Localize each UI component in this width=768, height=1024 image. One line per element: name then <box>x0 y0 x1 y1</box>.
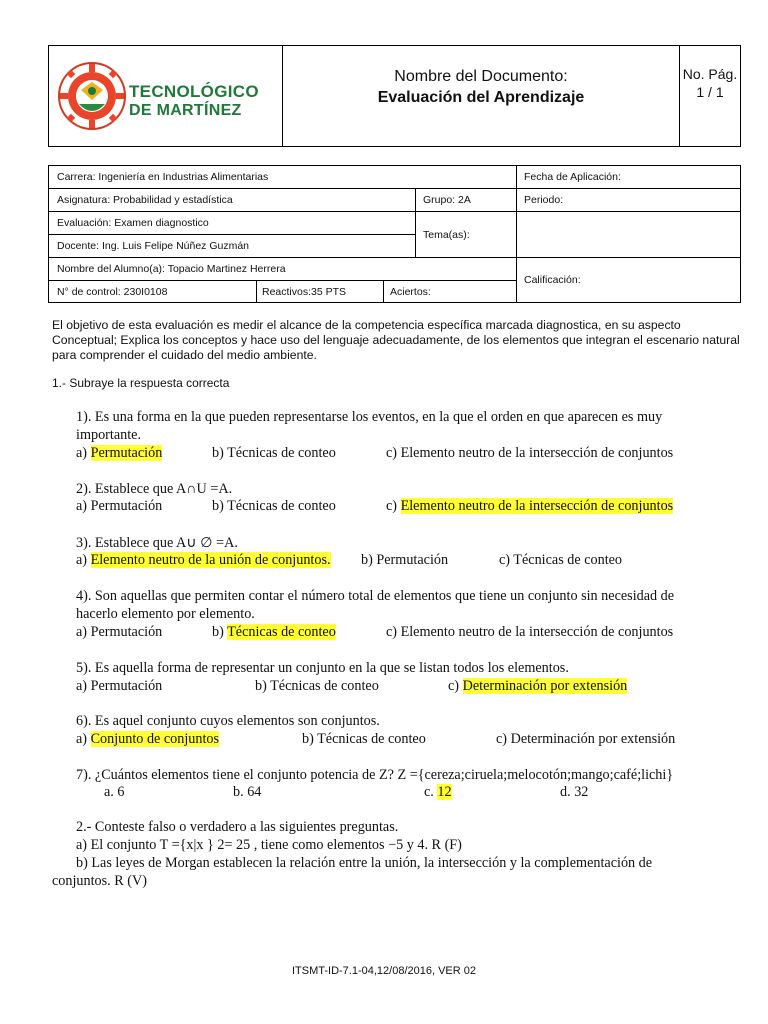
q1-answer-highlight: Permutación <box>90 445 163 461</box>
q1-option-b: b) Técnicas de conteo <box>212 445 336 461</box>
q4-option-a: a) Permutación <box>76 624 163 640</box>
page-number-value: 1 / 1 <box>696 84 724 100</box>
brand-name-line-1: TECNOLÓGICO <box>129 82 259 101</box>
q6-option-c: c) Determinación por extensión <box>496 731 676 747</box>
q7-answer-highlight: 12 <box>437 784 452 800</box>
q5-option-c: c) Determinación por extensión <box>448 678 628 694</box>
grade-field: Calificación: <box>524 274 581 286</box>
q6-text: 6). Es aquel conjunto cuyos elementos son conjuntos. <box>76 713 380 729</box>
q3-option-b: b) Permutación <box>361 552 449 568</box>
evaluation-field: Evaluación: Examen diagnostico <box>57 217 209 229</box>
tf-question-b-line-2: conjuntos. R (V) <box>52 873 147 889</box>
control-number-field: N° de control: 230I0108 <box>57 286 168 298</box>
logo-cell <box>49 46 283 146</box>
student-name-field: Nombre del Alumno(a): Topacio Martinez Herrera <box>57 263 286 275</box>
q1-text-line-1: 1). Es una forma en la que pueden representarse los eventos, en la que el orden en que aparecen es muy <box>76 409 663 425</box>
q6-option-b: b) Técnicas de conteo <box>302 731 426 747</box>
document-footer-code: ITSMT-ID-7.1-04,12/08/2016, VER 02 <box>291 965 477 977</box>
q1-option-c: c) Elemento neutro de la intersección de conjuntos <box>386 445 674 461</box>
q1-option-a: a) Permutación <box>76 445 163 461</box>
tf-question-a: a) El conjunto T ={x|x } 2= 25 , tiene como elementos −5 y 4. R (F) <box>76 837 462 853</box>
q2-text: 2). Establece que A∩U =A. <box>76 481 233 497</box>
q1-text-line-2: importante. <box>76 427 142 443</box>
q7-option-b: b. 64 <box>233 784 262 800</box>
q4-text-line-2: hacerlo elemento por elemento. <box>76 606 255 622</box>
teacher-field: Docente: Ing. Luis Felipe Núñez Guzmán <box>57 240 250 252</box>
q3-answer-highlight: Elemento neutro de la unión de conjuntos. <box>90 552 331 568</box>
q4-option-b: b) Técnicas de conteo <box>212 624 336 640</box>
q5-text: 5). Es aquella forma de representar un conjunto en la que se listan todos los elementos. <box>76 660 569 676</box>
q6-answer-highlight: Conjunto de conjuntos <box>90 731 220 747</box>
q4-answer-highlight: Técnicas de conteo <box>227 624 336 640</box>
q7-option-a: a. 6 <box>104 784 125 800</box>
page-number-label: No. Pág. <box>682 66 738 82</box>
subject-field: Asignatura: Probabilidad y estadística <box>57 194 233 206</box>
page-number-cell <box>680 46 740 146</box>
document-title-cell <box>283 46 680 146</box>
application-date-field: Fecha de Aplicación: <box>524 171 621 183</box>
evaluation-objective: El objetivo de esta evaluación es medir el alcance de la competencia específica marcada diagnostica, en su aspecto Conceptual; Explica los conceptos y hace uso del lenguaje adecuadamente, de los elementos que integran el escenario natural para comprender el cuidado del medio ambiente. <box>52 318 740 362</box>
q5-option-b: b) Técnicas de conteo <box>255 678 379 694</box>
q7-text: 7). ¿Cuántos elementos tiene el conjunto potencia de Z? Z ={cereza;ciruela;melocotón;mango;café;lichi} <box>76 767 674 783</box>
q4-text-line-1: 4). Son aquellas que permiten contar el número total de elementos que tiene un conjunto sin necesidad de <box>76 588 675 604</box>
topics-field: Tema(as): <box>423 229 470 241</box>
section-2-instruction: 2.- Conteste falso o verdadero a las siguientes preguntas. <box>76 819 399 835</box>
q5-answer-highlight: Determinación por extensión <box>462 678 628 694</box>
document-name: Evaluación del Aprendizaje <box>377 89 585 106</box>
q2-option-c: c) Elemento neutro de la intersección de conjuntos <box>386 498 674 514</box>
q3-option-a: a) Elemento neutro de la unión de conjuntos. <box>76 552 331 568</box>
tf-question-b-line-1: b) Las leyes de Morgan establecen la relación entre la unión, la intersección y la complementación de <box>76 855 653 871</box>
group-field: Grupo: 2A <box>423 194 471 206</box>
correct-answers-field: Aciertos: <box>390 286 431 298</box>
q7-option-d: d. 32 <box>560 784 589 800</box>
institution-seal-icon <box>57 60 127 132</box>
brand-name-line-2: DE MARTÍNEZ <box>129 102 242 119</box>
career-field: Carrera: Ingeniería en Industrias Alimentarias <box>57 171 269 183</box>
q7-option-c: c. 12 <box>424 784 452 800</box>
document-header <box>48 45 741 147</box>
q2-option-a: a) Permutación <box>76 498 163 514</box>
q6-option-a: a) Conjunto de conjuntos <box>76 731 220 747</box>
exam-info-table <box>48 165 741 303</box>
q5-option-a: a) Permutación <box>76 678 163 694</box>
q2-option-b: b) Técnicas de conteo <box>212 498 336 514</box>
period-field: Periodo: <box>524 194 564 206</box>
items-field: Reactivos:35 PTS <box>262 286 347 298</box>
document-name-label: Nombre del Documento: <box>394 68 568 85</box>
section-1-instruction: 1.- Subraye la respuesta correcta <box>52 376 230 390</box>
q3-text: 3). Establece que A∪ ∅ =A. <box>76 535 238 551</box>
q4-option-c: c) Elemento neutro de la intersección de conjuntos <box>386 624 674 640</box>
q3-option-c: c) Técnicas de conteo <box>499 552 623 568</box>
q2-answer-highlight: Elemento neutro de la intersección de conjuntos <box>400 498 674 514</box>
